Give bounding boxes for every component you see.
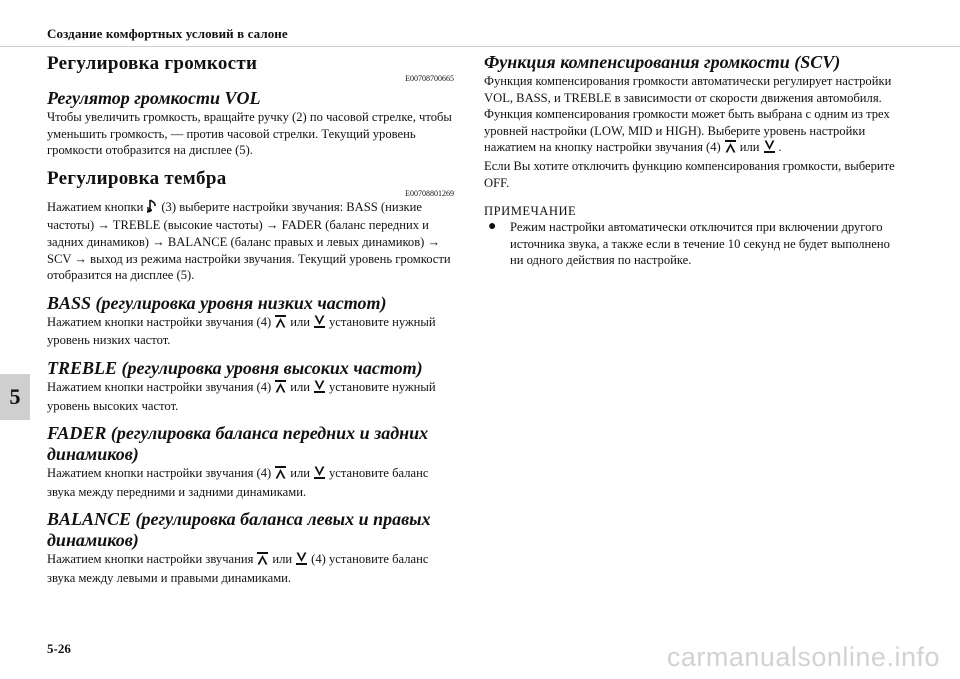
scv-paragraph-3: Если Вы хотите отключить функцию компенсирования громкости, выберите OFF. (484, 158, 895, 190)
right-column (484, 52, 904, 269)
bullet-icon: ● (488, 219, 497, 235)
section-volume (47, 52, 454, 159)
bass-or: или (290, 314, 310, 329)
section-title-tone: Регулировка тембра (47, 167, 227, 189)
balance-text-a: Нажатием кнопки настройки звучания (47, 552, 254, 567)
section-code-volume: E00708700665 (405, 74, 454, 83)
bass-text (47, 314, 454, 349)
section-treble (47, 358, 454, 414)
section-balance (47, 509, 454, 586)
music-note-icon (147, 199, 157, 218)
page-header-title: Создание комфортных условий в салоне (47, 26, 288, 41)
note-item (484, 219, 904, 269)
up-arrow-icon (275, 380, 286, 398)
subsection-title-scv: Функция компенсирования громкости (SCV) (484, 52, 841, 72)
treble-or: или (290, 379, 310, 394)
section-title-volume: Регулировка громкости (47, 53, 258, 74)
section-fader (47, 423, 454, 500)
note-text: Режим настройки автоматически отключится при включении другого источника звука, а также если в течение 10 секунд не будет выполнено ни одного действия по настройке. (510, 220, 890, 268)
section-tone (47, 167, 454, 284)
subsection-title-treble: TREBLE (регулировка уровня высоких частот) (47, 357, 423, 378)
subsection-title-bass: BASS (регулировка уровня низких частот) (47, 292, 387, 313)
note-title: ПРИМЕЧАНИЕ (484, 204, 577, 219)
balance-text-b: (4) установите баланс звука между левыми и правыми динамиками. (47, 552, 429, 585)
tone-text (47, 199, 454, 284)
watermark: carmanualsonline.info (666, 642, 940, 672)
scv-p2-b: . (778, 140, 782, 155)
up-arrow-icon (275, 315, 286, 333)
section-scv (484, 52, 904, 191)
fader-text-b: установите баланс звука между передними и задними динамиками. (47, 466, 429, 499)
page-number: 5-26 (47, 641, 71, 656)
section-bass (47, 293, 454, 349)
subsection-title-fader: FADER (регулировка баланса передних и задних динамиков) (47, 423, 429, 465)
vol-text: Чтобы увеличить громкость, вращайте ручку (2) по часовой стрелке, чтобы уменьшить громкость, — против часовой стрелки. Текущий уровень громкости отобразится на дисплее (5). (47, 110, 452, 158)
down-arrow-icon (314, 315, 325, 333)
bass-text-a: Нажатием кнопки настройки звучания (4) (47, 314, 272, 329)
bass-text-b: установите нужный уровень низких частот. (47, 314, 436, 348)
scv-or: или (739, 140, 760, 155)
tone-text-b: (3) выберите настройки звучания: BASS (низкие частоты) → TREBLE (высокие частоты) → FADER (баланс передних и задних динамиков) → BALANCE (баланс правых и левых динамиков) → SCV → выход из режима настройки звучания. Текущий уровень громкости отобразится на дисплее (5). (47, 199, 451, 283)
header-divider (0, 46, 960, 47)
up-arrow-icon (275, 466, 286, 484)
fader-text-a: Нажатием кнопки настройки звучания (4) (47, 466, 272, 481)
treble-text (47, 379, 454, 414)
down-arrow-icon (764, 140, 775, 158)
chapter-number: 5 (9, 384, 21, 409)
tone-text-a: Нажатием кнопки (47, 199, 144, 214)
scv-paragraph-1: Функция компенсирования громкости автоматически регулирует настройки VOL, BASS, и TREBLE в зависимости от скорости движения автомобиля. (484, 74, 892, 105)
scv-p2-a: Функция компенсирования громкости может быть выбрана с одним из трех уровней настройки (LOW, MID и HIGH). Выберите уровень настройки нажатием на кнопку настройки звучания (4) (484, 107, 890, 155)
treble-text-b: установите нужный уровень высоких частот. (47, 379, 436, 413)
down-arrow-icon (296, 552, 307, 570)
note-block (484, 203, 904, 269)
down-arrow-icon (314, 380, 325, 398)
treble-text-a: Нажатием кнопки настройки звучания (4) (47, 379, 272, 394)
scv-paragraph-2 (484, 106, 904, 158)
fader-or: или (290, 466, 310, 481)
subsection-title-balance: BALANCE (регулировка баланса левых и правых динамиков) (47, 509, 431, 551)
fader-text (47, 465, 454, 500)
left-column (47, 52, 454, 587)
up-arrow-icon (257, 552, 268, 570)
balance-text (47, 551, 454, 586)
up-arrow-icon (725, 140, 736, 158)
section-code-tone: E00708801269 (405, 188, 454, 198)
chapter-tab (0, 374, 30, 420)
subsection-title-vol: Регулятор громкости VOL (47, 88, 261, 108)
balance-or: или (272, 552, 293, 567)
down-arrow-icon (314, 466, 325, 484)
